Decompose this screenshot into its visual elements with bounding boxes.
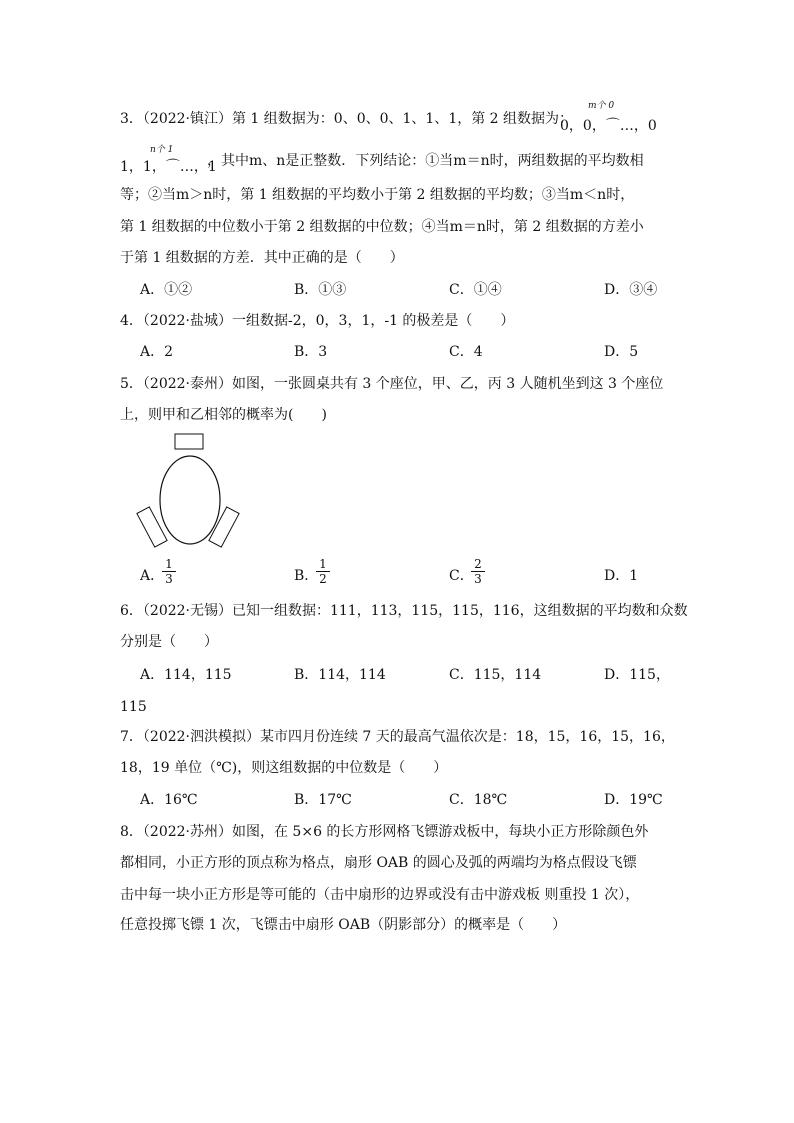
q5-option-a-numerator: 1 bbox=[165, 557, 173, 571]
q5-line1: 5．（2022·泰州）如图，一张圆桌共有 3 个座位，甲、乙，丙 3 人随机坐到这 3 个座位 bbox=[120, 376, 664, 392]
q3-ones-label: n个 1 bbox=[150, 145, 174, 155]
q3-option-d: D．③④ bbox=[604, 282, 658, 298]
q6-option-c: C．115，114 bbox=[449, 667, 542, 683]
round-table bbox=[160, 456, 220, 544]
q7-option-d: D．19℃ bbox=[604, 792, 663, 808]
q7-option-c: C．18℃ bbox=[449, 792, 508, 808]
q5-option-c-denominator: 3 bbox=[474, 572, 482, 586]
q6-option-d: D．115， bbox=[604, 667, 670, 683]
q3-option-a: A．①② bbox=[140, 282, 193, 298]
q7-line2: 18，19 单位（℃)，则这组数据的中位数是（ ） bbox=[120, 760, 448, 776]
q5-option-b-fraction bbox=[316, 558, 330, 585]
q8-line2: 都相同，小正方形的顶点称为格点，扇形 OAB 的圆心及弧的两端均为格点假设飞镖 bbox=[120, 855, 637, 871]
q3-line1: 3．（2022·镇江）第 1 组数据为：0、0、0、1、1、1，第 2 组数据为： bbox=[120, 111, 574, 127]
q4-line1: 4．（2022·盐城）一组数据-2，0，3，1，-1 的极差是（ ） bbox=[120, 313, 515, 329]
q6-line2: 分别是（ ） bbox=[120, 634, 218, 650]
q4-option-b: B．3 bbox=[294, 344, 328, 360]
q5-line2: 上，则甲和乙相邻的概率为( ) bbox=[120, 407, 327, 423]
q5-option-b-denominator: 2 bbox=[319, 572, 327, 586]
q3-option-b: B．①③ bbox=[294, 282, 347, 298]
q3-line3: 等；②当m＞n时，第 1 组数据的平均数小于第 2 组数据的平均数；③当m＜n时， bbox=[120, 187, 635, 203]
q6-option-b: B．114，114 bbox=[294, 667, 386, 683]
seat-top bbox=[175, 434, 203, 449]
q3-zeros-seq: 0，0，⌒…，0 bbox=[560, 118, 657, 134]
q5-option-c-numerator: 2 bbox=[474, 557, 482, 571]
q3-line2: ，其中m、n是正整数．下列结论：①当m＝n时，两组数据的平均数相 bbox=[207, 153, 644, 169]
q6-line1: 6．（2022·无锡）已知一组数据：111，113，115，115，116，这组数据的平均数和众数 bbox=[120, 603, 688, 619]
q3-line5: 于第 1 组数据的方差．其中正确的是（ ） bbox=[120, 250, 404, 266]
q3-ones-seq: 1，1，⌒…，1 bbox=[120, 159, 217, 175]
q5-option-c-label: C． bbox=[449, 568, 474, 584]
q6-option-a: A．114，115 bbox=[140, 667, 232, 683]
q3-option-c: C．①④ bbox=[449, 282, 502, 298]
q4-option-d: D．5 bbox=[604, 344, 639, 360]
q3-zeros-label: m个 0 bbox=[588, 101, 615, 111]
q6-option-d-wrap: 115 bbox=[120, 699, 147, 715]
q4-option-a: A．2 bbox=[140, 344, 174, 360]
q5-option-a-label: A． bbox=[140, 568, 165, 584]
q3-line4: 第 1 组数据的中位数小于第 2 组数据的中位数；④当m＝n时，第 2 组数据的方差小 bbox=[120, 219, 644, 235]
q5-option-a-fraction bbox=[162, 558, 176, 585]
q7-option-a: A．16℃ bbox=[140, 792, 198, 808]
seat-left bbox=[137, 507, 167, 547]
q5-option-d: D．1 bbox=[604, 568, 639, 584]
q8-line1: 8．（2022·苏州）如图，在 5×6 的长方形网格飞镖游戏板中，每块小正方形除颜色外 bbox=[120, 824, 649, 840]
q7-option-b: B．17℃ bbox=[294, 792, 352, 808]
q5-option-b-label: B． bbox=[294, 568, 319, 584]
q5-option-c-fraction bbox=[471, 558, 485, 585]
q8-line3: 击中每一块小正方形是等可能的（击中扇形的边界或没有击中游戏板 则重投 1 次）， bbox=[120, 887, 640, 903]
round-table-figure bbox=[130, 428, 250, 553]
q5-option-b-numerator: 1 bbox=[319, 557, 327, 571]
q8-line4: 任意投掷飞镖 1 次，飞镖击中扇形 OAB（阴影部分）的概率是（ ） bbox=[120, 917, 567, 933]
q7-line1: 7．（2022·泗洪模拟）某市四月份连续 7 天的最高气温依次是：18，15，16，15，16， bbox=[120, 729, 675, 745]
q4-option-c: C．4 bbox=[449, 344, 483, 360]
q5-option-a-denominator: 3 bbox=[165, 572, 173, 586]
